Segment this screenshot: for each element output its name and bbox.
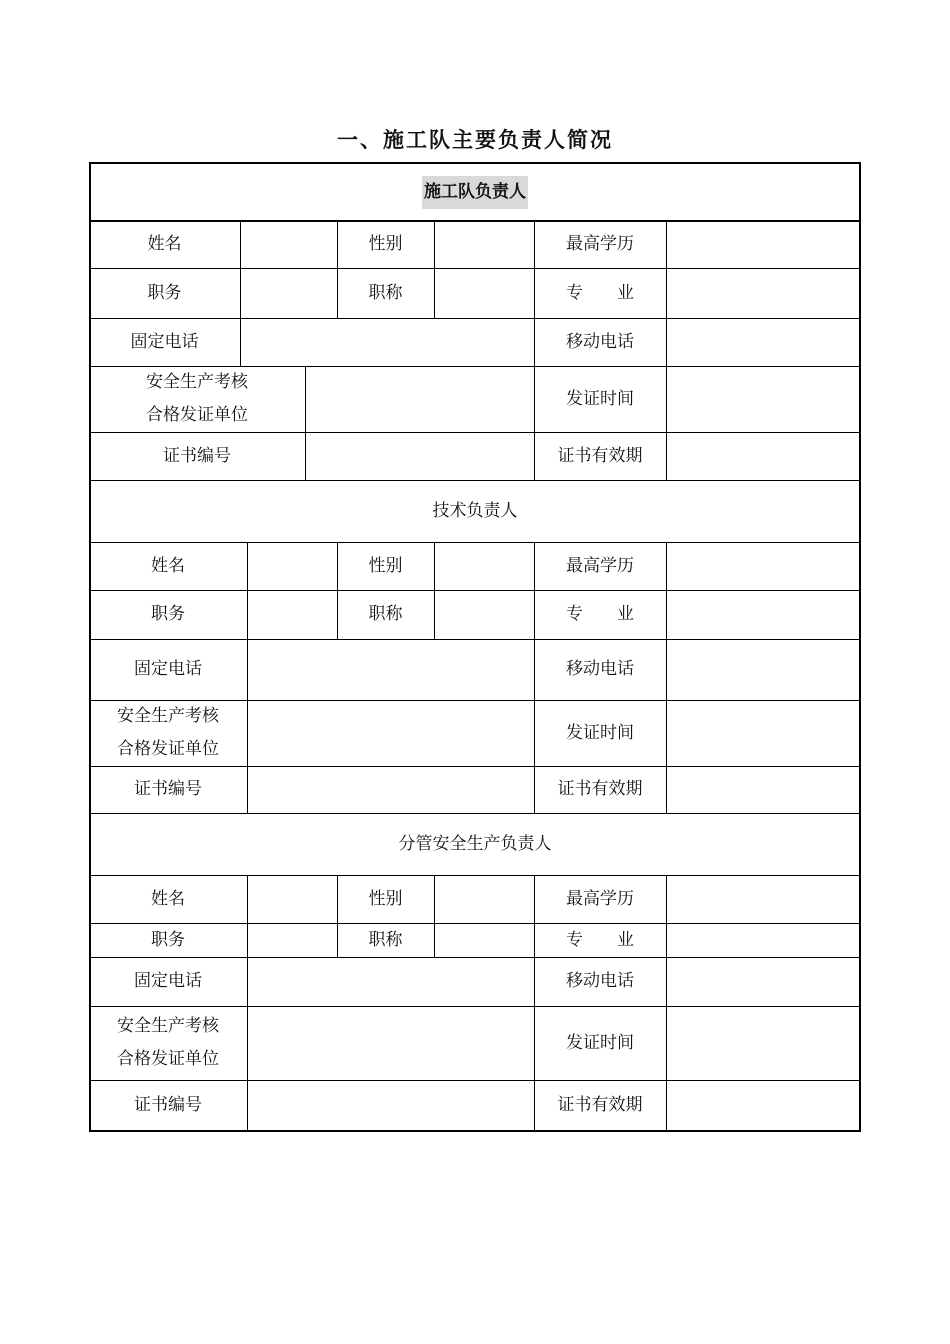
section-heading: 技术负责人 (432, 500, 518, 521)
issue-date-value[interactable] (666, 366, 861, 432)
cert-valid-label: 证书有效期 (557, 445, 643, 466)
exam-unit-value[interactable] (247, 700, 534, 766)
position-value[interactable] (240, 268, 337, 318)
cert-no-value[interactable] (247, 766, 534, 813)
landline-value[interactable] (247, 957, 534, 1006)
major-value[interactable] (666, 268, 861, 318)
job-title-value[interactable] (434, 590, 534, 639)
issue-date-label: 发证时间 (566, 722, 634, 743)
job-title-label: 职称 (368, 604, 403, 624)
gender-value[interactable] (434, 542, 534, 590)
job-title-value[interactable] (434, 268, 534, 318)
cert-valid-value[interactable] (666, 432, 861, 480)
name-label: 姓名 (147, 233, 182, 254)
mobile-label: 移动电话 (566, 659, 634, 679)
exam-unit-label (89, 700, 247, 766)
cert-valid-value[interactable] (666, 766, 861, 813)
gender-label: 性别 (368, 233, 403, 254)
issue-date-value[interactable] (666, 1006, 861, 1080)
name-value[interactable] (240, 220, 337, 268)
education-value[interactable] (666, 542, 861, 590)
issue-date-label: 发证时间 (566, 1032, 634, 1053)
section-heading: 分管安全生产负责人 (398, 833, 552, 854)
major-label: 专 业 (566, 929, 634, 950)
cert-no-value[interactable] (247, 1080, 534, 1130)
issue-date-value[interactable] (666, 700, 861, 766)
name-value[interactable] (247, 542, 337, 590)
page-title: 一、施工队主要负责人简况 (337, 127, 613, 152)
exam-unit-label (89, 1006, 247, 1080)
mobile-label: 移动电话 (566, 971, 634, 991)
cert-no-label: 证书编号 (163, 445, 231, 466)
position-label: 职务 (147, 282, 182, 303)
position-label: 职务 (151, 604, 185, 624)
gender-label: 性别 (368, 555, 403, 576)
cert-no-value[interactable] (305, 432, 534, 480)
gender-label: 性别 (368, 888, 403, 909)
education-value[interactable] (666, 875, 861, 923)
cert-no-label: 证书编号 (134, 779, 202, 799)
section-heading-text: 施工队负责人 (422, 176, 528, 209)
landline-label: 固定电话 (134, 659, 202, 679)
education-label: 最高学历 (566, 555, 634, 576)
exam-unit-line2: 合格发证单位 (117, 739, 219, 759)
landline-label: 固定电话 (130, 331, 199, 352)
issue-date-label: 发证时间 (566, 388, 634, 409)
position-label: 职务 (151, 929, 185, 950)
job-title-value[interactable] (434, 923, 534, 957)
position-value[interactable] (247, 923, 337, 957)
gender-value[interactable] (434, 220, 534, 268)
mobile-value[interactable] (666, 639, 861, 700)
cert-valid-label: 证书有效期 (557, 779, 643, 799)
job-title-label: 职称 (368, 929, 403, 950)
mobile-value[interactable] (666, 957, 861, 1006)
exam-unit-value[interactable] (247, 1006, 534, 1080)
education-label: 最高学历 (566, 888, 634, 909)
exam-unit-line1: 安全生产考核 (117, 706, 219, 726)
job-title-label: 职称 (368, 282, 403, 303)
mobile-value[interactable] (666, 318, 861, 366)
landline-value[interactable] (247, 639, 534, 700)
exam-unit-value[interactable] (305, 366, 534, 432)
exam-unit-line2: 合格发证单位 (146, 405, 248, 425)
major-value[interactable] (666, 590, 861, 639)
exam-unit-line1: 安全生产考核 (117, 1016, 219, 1036)
name-label: 姓名 (151, 555, 185, 576)
education-value[interactable] (666, 220, 861, 268)
position-value[interactable] (247, 590, 337, 639)
education-label: 最高学历 (566, 233, 634, 254)
major-label: 专 业 (566, 604, 634, 624)
cert-no-label: 证书编号 (134, 1094, 202, 1115)
landline-value[interactable] (240, 318, 534, 366)
name-label: 姓名 (151, 888, 185, 909)
exam-unit-label (89, 366, 305, 432)
gender-value[interactable] (434, 875, 534, 923)
major-label: 专 业 (566, 282, 634, 303)
major-value[interactable] (666, 923, 861, 957)
exam-unit-line2: 合格发证单位 (117, 1049, 219, 1069)
section-heading (89, 164, 861, 220)
cert-valid-value[interactable] (666, 1080, 861, 1130)
mobile-label: 移动电话 (566, 331, 634, 352)
name-value[interactable] (247, 875, 337, 923)
landline-label: 固定电话 (134, 971, 202, 991)
cert-valid-label: 证书有效期 (557, 1094, 643, 1115)
exam-unit-line1: 安全生产考核 (146, 372, 248, 392)
